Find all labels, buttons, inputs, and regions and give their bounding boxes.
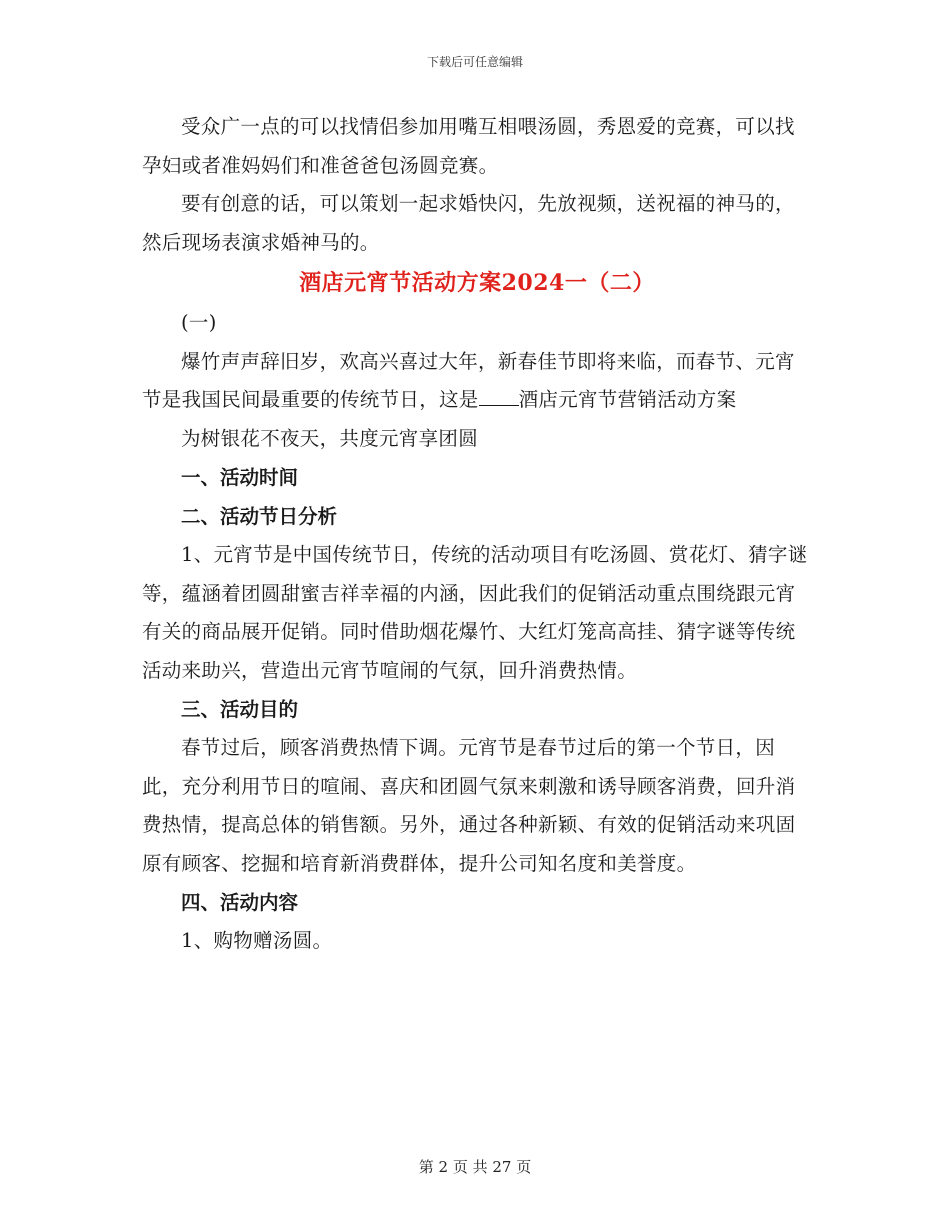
sub-label: (一) bbox=[181, 311, 217, 334]
heading-activity-time: 一、活动时间 bbox=[181, 466, 299, 489]
paragraph-6: 春节过后，顾客消费热情下调。元宵节是春节过后的第一个节日，因此，充分利用节日的喧闹、喜庆和团圆气氛来刺激和诱导顾客消费，回升消费热情，提高总体的销售额。另外，通过各种新颖、有效的促销活动来巩固原有顾客、挖掘和培育新消费群体，提升公司知名度和美誉度。 bbox=[142, 736, 796, 875]
heading-holiday-analysis: 二、活动节日分析 bbox=[181, 505, 338, 528]
paragraph-3-before: 爆竹声声辞旧岁，欢高兴喜过大年，新春佳节即将来临，而春节、元宵节是我国民间最重要的传统节日，这是 bbox=[142, 349, 795, 411]
heading-activity-content: 四、活动内容 bbox=[181, 891, 299, 914]
section-title: 酒店元宵节活动方案2024一（二） bbox=[299, 270, 655, 296]
fill-in-blank bbox=[479, 404, 519, 406]
header-note: 下载后可任意编辑 bbox=[426, 55, 523, 69]
paragraph-4: 为树银花不夜天，共度元宵享团圆 bbox=[181, 426, 479, 450]
paragraph-7: 1、购物赠汤圆。 bbox=[181, 929, 333, 952]
paragraph-1: 受众广一点的可以找情侣参加用嘴互相喂汤圆，秀恩爱的竞赛，可以找孕妇或者准妈妈们和准爸爸包汤圆竞赛。 bbox=[142, 115, 795, 177]
document-body bbox=[142, 108, 812, 961]
paragraph-5: 1、元宵节是中国传统节日，传统的活动项目有吃汤圆、赏花灯、猜字谜等，蕴涵着团圆甜蜜吉祥幸福的内涵，因此我们的促销活动重点围绕跟元宵有关的商品展开促销。同时借助烟花爆竹、大红灯笼高高挂、猜字谜等传统活动来助兴，营造出元宵节喧闹的气氛，回升消费热情。 bbox=[142, 543, 808, 682]
paragraph-3-after: 酒店元宵节营销活动方案 bbox=[518, 388, 737, 411]
page-number: 第 2 页 共 27 页 bbox=[418, 1158, 532, 1176]
paragraph-3 bbox=[142, 343, 812, 420]
heading-activity-purpose: 三、活动目的 bbox=[181, 698, 299, 721]
paragraph-2: 要有创意的话，可以策划一起求婚快闪，先放视频，送祝福的神马的，然后现场表演求婚神马的。 bbox=[142, 192, 795, 254]
